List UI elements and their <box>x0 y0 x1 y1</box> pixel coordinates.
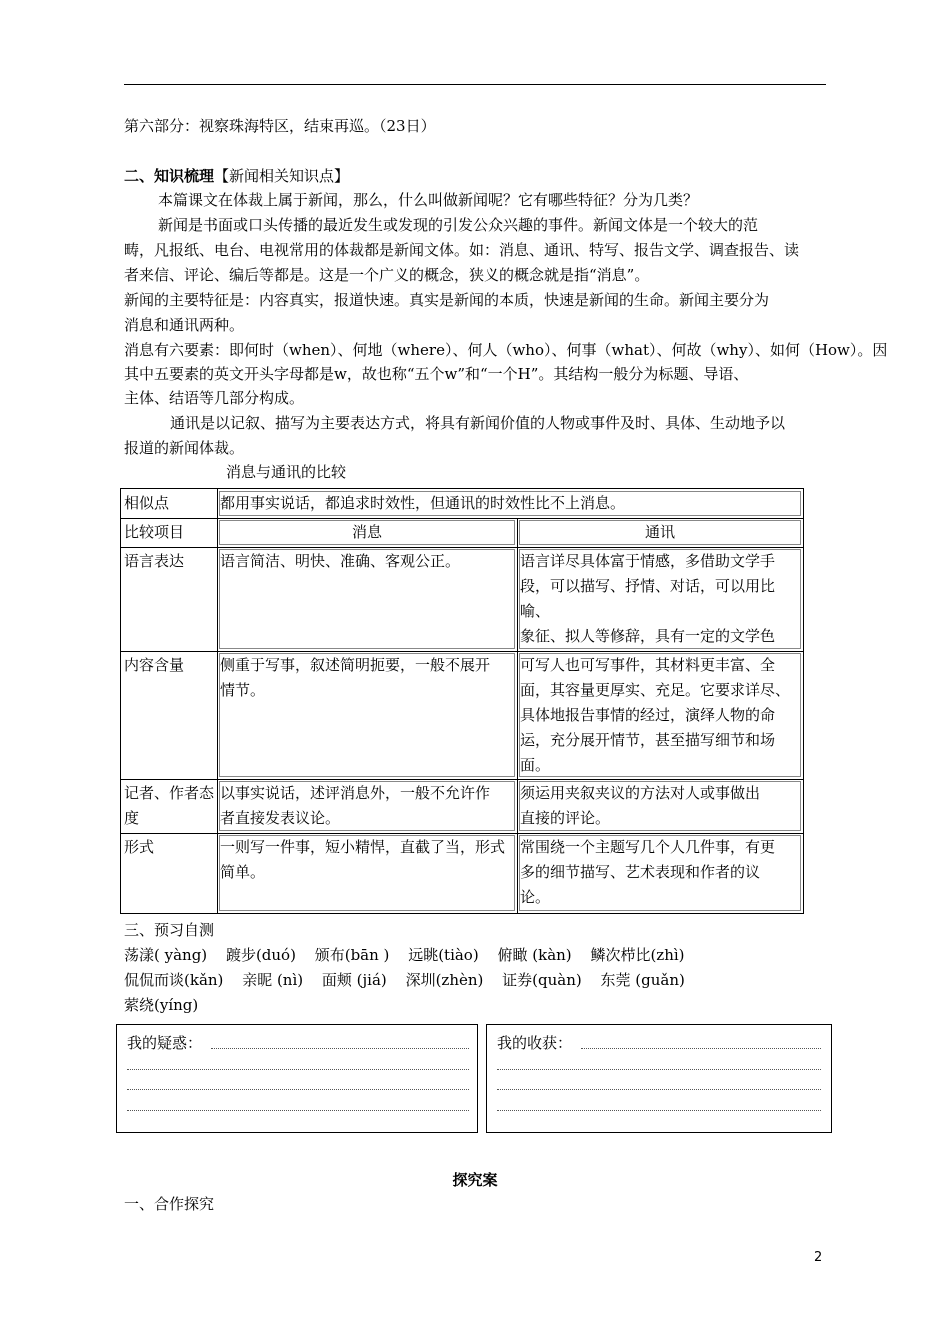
pinyin-item: 萦绕(yíng) <box>124 996 199 1014</box>
writing-line <box>581 1048 821 1049</box>
doubt-label: 我的疑惑： <box>127 1034 203 1052</box>
gain-label: 我的收获： <box>497 1034 573 1052</box>
cell-line: 语言简洁、明快、准确、客观公正。 <box>220 552 461 570</box>
cell-line: 多的细节描写、艺术表现和作者的议 <box>520 863 761 881</box>
pinyin-item: 东莞 (guǎn) <box>600 971 685 989</box>
pinyin-row <box>124 968 699 992</box>
explore-subtitle: 一、合作探究 <box>124 1195 215 1213</box>
cell-line: 者直接发表议论。 <box>220 809 341 827</box>
paragraph-line: 畴，凡报纸、电台、电视常用的体裁都是新闻文体。如：消息、通讯、特写、报告文学、调查报告、读 <box>124 241 800 259</box>
cell-line: 段，可以描写、抒情、对话，可以用比喻、 <box>520 577 776 620</box>
row-tongxun <box>517 833 803 913</box>
paragraph-line: 主体、结语等几部分构成。 <box>124 389 305 407</box>
comparison-table <box>120 488 804 914</box>
paragraph-line: 其中五要素的英文开头字母都是w，故也称“五个w”和“一个H”。其结构一般分为标题、导语、 <box>124 365 749 383</box>
cell-line: 可写人也可写事件，其材料更丰富、全 <box>520 656 776 674</box>
paragraph-line: 通讯是以记叙、描写为主要表达方式，将具有新闻价值的人物或事件及时、具体、生动地予以 <box>170 414 786 432</box>
similar-label: 相似点 <box>124 494 170 512</box>
header-xiaoxi: 消息 <box>217 518 517 547</box>
row-tongxun <box>517 651 803 779</box>
writing-line <box>497 1089 821 1090</box>
pinyin-item: 俯瞰 (kàn) <box>497 946 572 964</box>
pinyin-item: 深圳(zhèn) <box>405 971 484 989</box>
row-xiaoxi <box>217 833 517 913</box>
cell-line: 直接的评论。 <box>520 809 611 827</box>
row-item: 内容含量 <box>124 656 185 674</box>
section2-bracket: 【新闻相关知识点】 <box>214 167 350 185</box>
row-item <box>121 833 217 913</box>
cell-line: 一则写一件事，短小精悍，直截了当，形式 <box>220 838 506 856</box>
paragraph-line: 消息有六要素：即何时（when）、何地（where）、何人（who）、何事（what）、何故（why）、如何（How）。因 <box>124 341 888 359</box>
doubt-box[interactable] <box>116 1024 478 1133</box>
pinyin-item: 远眺(tiào) <box>408 946 479 964</box>
page-number: 2 <box>814 1250 823 1265</box>
cell-line: 论。 <box>520 888 551 906</box>
cell-line: 情节。 <box>220 681 266 699</box>
pinyin-item: 侃侃而谈(kǎn) <box>124 971 224 989</box>
row-xiaoxi <box>217 651 517 779</box>
writing-line <box>497 1069 821 1070</box>
row-item: 语言表达 <box>124 552 185 570</box>
pinyin-item: 颁布(bān ) <box>314 946 390 964</box>
cell-line: 记者、作者态 <box>124 784 215 802</box>
cell-line: 度 <box>124 809 140 827</box>
section3-title: 三、预习自测 <box>124 921 215 939</box>
writing-line <box>497 1110 821 1111</box>
paragraph-line: 本篇课文在体裁上属于新闻，那么，什么叫做新闻呢？它有哪些特征？分为几类？ <box>158 191 699 209</box>
section2-heading <box>124 164 349 188</box>
cell-line: 以事实说话，述评消息外，一般不允许作 <box>220 784 491 802</box>
pinyin-item: 证券(quàn) <box>502 971 582 989</box>
pinyin-item: 鳞次栉比(zhì) <box>590 946 685 964</box>
paragraph-line: 报道的新闻体裁。 <box>124 439 245 457</box>
pinyin-row <box>124 993 212 1017</box>
cell-line: 常围绕一个主题写几个人几件事，有更 <box>520 838 776 856</box>
row-tongxun <box>517 547 803 651</box>
pinyin-item: 亲昵 (nì) <box>242 971 304 989</box>
cell-line: 形式 <box>124 838 155 856</box>
section2-title: 二、知识梳理 <box>124 167 215 185</box>
writing-line <box>211 1048 469 1049</box>
cell-line: 运，充分展开情节，甚至描写细节和场 <box>520 731 776 749</box>
paragraph-line: 新闻是书面或口头传播的最近发生或发现的引发公众兴趣的事件。新闻文体是一个较大的范 <box>158 216 759 234</box>
explore-title: 探究案 <box>452 1171 498 1189</box>
similar-text: 都用事实说话，都追求时效性，但通讯的时效性比不上消息。 <box>217 489 803 518</box>
paragraph-line: 消息和通讯两种。 <box>124 316 245 334</box>
cell-line: 象征、拟人等修辞，具有一定的文学色 <box>520 627 776 645</box>
row-item <box>121 779 217 833</box>
cell-line: 简单。 <box>220 863 266 881</box>
pinyin-row <box>124 943 699 967</box>
row-xiaoxi <box>217 547 517 651</box>
cell-line: 面，其容量更厚实、充足。它要求详尽、 <box>520 681 791 699</box>
cell-line: 侧重于写事，叙述简明扼要，一般不展开 <box>220 656 491 674</box>
cell-line: 面。 <box>520 756 551 774</box>
cell-line: 语言详尽具体富于情感，多借助文学手 <box>520 552 776 570</box>
pinyin-item: 踱步(duó) <box>225 946 296 964</box>
writing-line <box>127 1069 469 1070</box>
part6-line: 第六部分：视察珠海特区，结束再巡。（23日） <box>124 117 436 135</box>
header-tongxun: 通讯 <box>517 518 803 547</box>
cell-line: 具体地报告事情的经过，演绎人物的命 <box>520 706 776 724</box>
writing-line <box>127 1110 469 1111</box>
paragraph-line: 者来信、评论、编后等都是。这是一个广义的概念，狭义的概念就是指“消息”。 <box>124 266 650 284</box>
row-tongxun <box>517 779 803 833</box>
cell-line: 须运用夹叙夹议的方法对人或事做出 <box>520 784 761 802</box>
header-item: 比较项目 <box>124 523 185 541</box>
top-rule <box>124 84 826 85</box>
writing-line <box>127 1089 469 1090</box>
row-xiaoxi <box>217 779 517 833</box>
gain-box[interactable] <box>486 1024 832 1133</box>
pinyin-item: 面颊 (jiá) <box>321 971 387 989</box>
pinyin-item: 荡漾( yàng) <box>124 946 208 964</box>
paragraph-line: 新闻的主要特征是：内容真实，报道快速。真实是新闻的本质，快速是新闻的生命。新闻主要分为 <box>124 291 770 309</box>
table-caption: 消息与通讯的比较 <box>226 463 347 481</box>
